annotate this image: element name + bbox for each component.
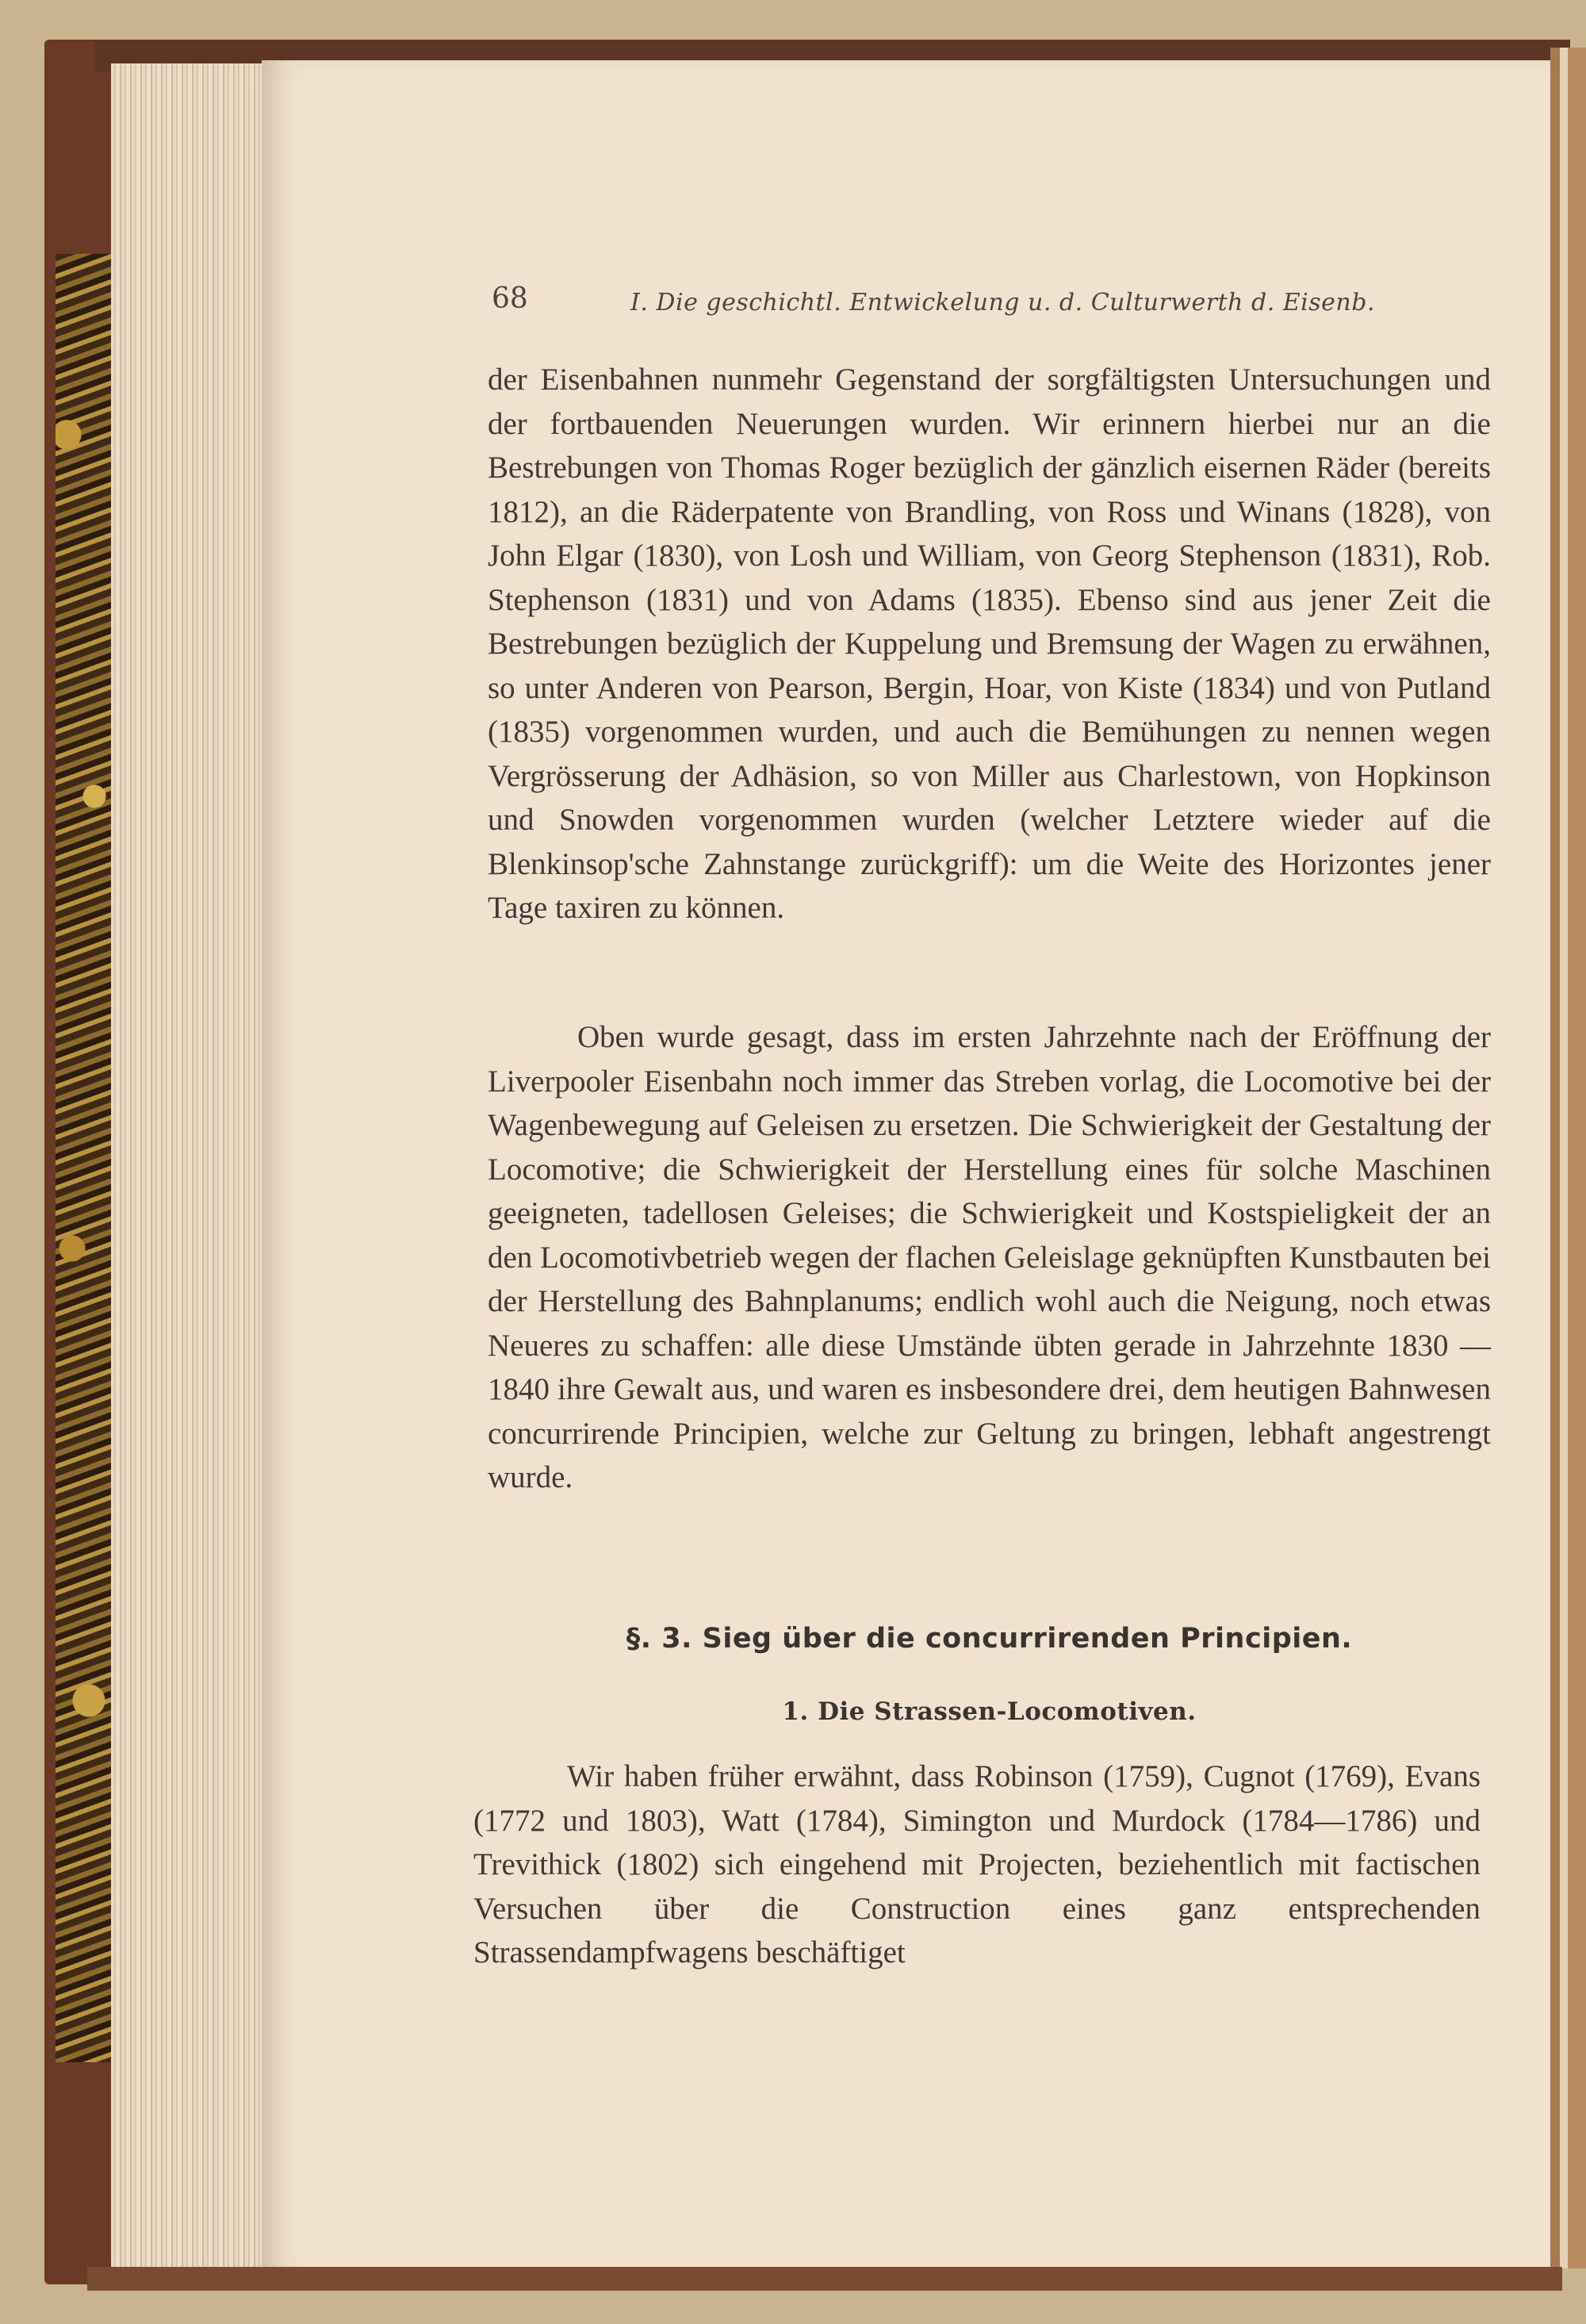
marbled-endpaper bbox=[56, 254, 111, 2062]
paragraph-continued: der Eisenbahnen nunmehr Gegenstand der sorgfältigsten Untersuchungen und der fortbauenden Neuerungen wurden. Wir erinnern hierbei nur an die Bestrebungen von Thomas Roger bezüglich der gänzlich eisernen Räder (bereits 1812), an die Räderpatente von Brandling, von Ross und Winans (1828), von John Elgar (1830), von Losh und William, von Georg Stephenson (1831), Rob. Stephenson (1831) und von Adams (1835). Ebenso sind aus jener Zeit die Bestrebungen bezüglich der Kuppelung und Bremsung der Wagen zu erwähnen, so unter Anderen von Pearson, Bergin, Hoar, von Kiste (1834) und von Putland (1835) vorgenommen wurden, und auch die Bemühungen zu nennen wegen Vergrösserung der Adhäsion, so von Miller aus Charlestown, von Hopkinson und Snowden vorgenommen wurden (welcher Letztere wieder auf die Blenkinsop'sche Zahnstange zurückgriff): um die Weite des Horizontes jener Tage taxiren zu können. bbox=[488, 362, 1491, 925]
section-heading: §. 3. Sieg über die concurrirenden Principien. bbox=[626, 1623, 1353, 1655]
subsection-heading: 1. Die Strassen-Locomotiven. bbox=[782, 1697, 1197, 1726]
page-header bbox=[492, 282, 1507, 322]
page-number: 68 bbox=[492, 282, 528, 315]
page-edges bbox=[111, 63, 270, 2276]
paragraph-strassen: Wir haben früher erwähnt, dass Robinson (1759), Cugnot (1769), Evans (1772 und 1803), Watt (1784), Simington und Murdock (1784—1786) und Trevithick (1802) sich eingehend mit Projecten, beziehentlich mit factischen Versuchen über die Construction eines ganz entsprechenden Strassendampfwagens beschäftiget bbox=[473, 1759, 1481, 1969]
right-cover-edge bbox=[1550, 48, 1586, 2268]
book-cover-bottom bbox=[87, 2267, 1562, 2291]
running-head: I. Die geschichtl. Entwickelung u. d. Culturwerth d. Eisenb. bbox=[630, 289, 1375, 316]
paragraph-oben: Oben wurde gesagt, dass im ersten Jahrzehnte nach der Eröffnung der Liverpooler Eisenbahn noch immer das Streben vorlag, die Locomotive bei der Wagenbewegung auf Geleisen zu ersetzen. Die Schwierigkeit der Gestaltung der Locomotive; die Schwierigkeit der Herstellung eines für solche Maschinen geeigneten, tadellosen Geleises; die Schwierigkeit und Kostspieligkeit der an den Locomotivbetrieb wegen der flachen Geleislage geknüpften Kunstbauten bei der Herstellung des Bahnplanums; endlich wohl auch die Neigung, noch etwas Neueres zu schaffen: alle diese Umstände übten gerade in Jahrzehnte 1830 — 1840 ihre Gewalt aus, und waren es insbesondere drei, dem heutigen Bahnwesen concurrirende Principien, welche zur Geltung zu bringen, lebhaft angestrengt wurde. bbox=[488, 1020, 1491, 1494]
